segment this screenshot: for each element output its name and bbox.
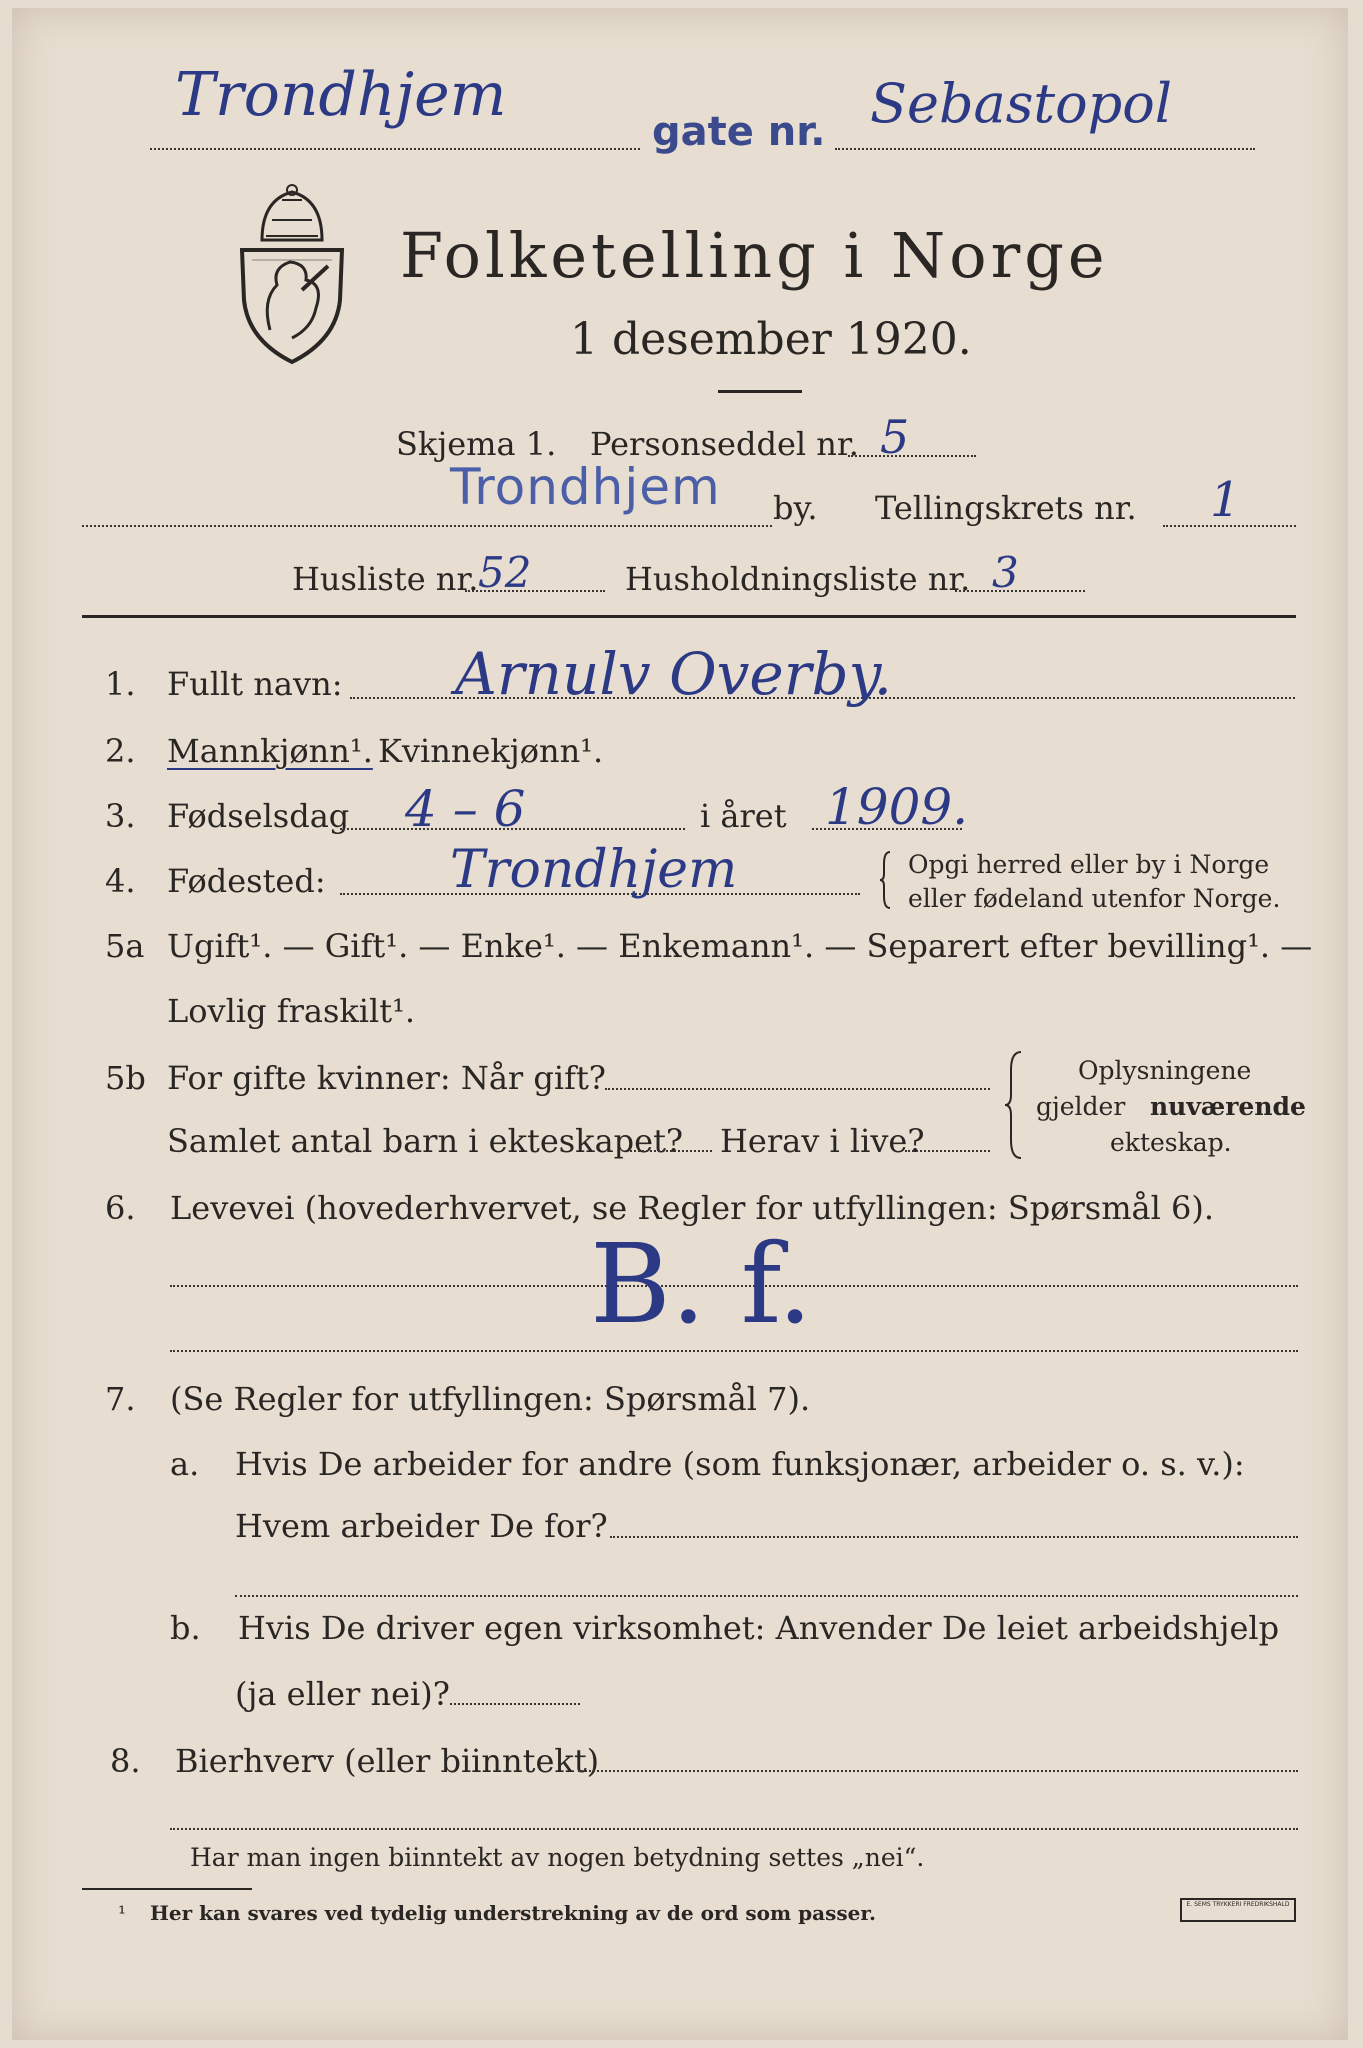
city-dotted-line (82, 525, 772, 527)
q3-birth-year: 1909. (825, 778, 969, 836)
q2-female-option: Kvinnekjønn¹. (378, 732, 604, 770)
q1-number: 1. (105, 665, 136, 703)
q7b-letter: b. (170, 1609, 201, 1647)
q8-number: 8. (110, 1742, 141, 1780)
husholdningsliste-dotted-line (955, 590, 1085, 592)
husliste-value: 52 (478, 548, 532, 597)
q5b-label-alive: Herav i live? (720, 1122, 925, 1160)
q6-dotted-line-2 (170, 1350, 1298, 1352)
skjema-label: Skjema 1. (396, 425, 557, 463)
husliste-label: Husliste nr. (292, 560, 479, 598)
q5b-when-dotted-line (605, 1088, 990, 1090)
husholdningsliste-value: 3 (992, 548, 1019, 597)
q5b-label-children: Samlet antal barn i ekteskapet? (167, 1122, 684, 1160)
q7b-line2: (ja eller nei)? (235, 1675, 450, 1713)
q7-number: 7. (105, 1380, 136, 1418)
personseddel-label: Personseddel nr. (590, 425, 859, 463)
q5b-note-line1: Oplysningene (1078, 1056, 1252, 1085)
q3-birth-day: 4 – 6 (405, 780, 526, 838)
q7b-dotted-line (450, 1703, 580, 1705)
footnote-text-c: av de ord som passer. (635, 1901, 876, 1925)
q8-dotted-line-2 (170, 1828, 1298, 1830)
city-stamp: Trondhjem (450, 458, 721, 516)
q5a-options-line2: Lovlig fraskilt¹. (167, 992, 416, 1030)
handwritten-street: Trondhjem (175, 60, 507, 130)
header-divider (82, 615, 1296, 618)
personseddel-value: 5 (880, 410, 910, 464)
q4-number: 4. (105, 862, 136, 900)
q6-number: 6. (105, 1189, 136, 1227)
q5b-note-line3: ekteskap. (1110, 1128, 1232, 1157)
q4-label: Fødested: (167, 862, 326, 900)
q4-birthplace: Trondhjem (450, 840, 738, 900)
tellingskrets-label: Tellingskrets nr. (875, 489, 1137, 527)
footnote-text-b: tydelig understrekning (370, 1901, 629, 1925)
q3-label: Fødselsdag (167, 797, 350, 835)
q8-note: Har man ingen biinntekt av nogen betydning settes „nei“. (190, 1843, 925, 1872)
q4-note-line1: Opgi herred eller by i Norge (908, 850, 1270, 879)
personseddel-dotted-line (848, 455, 976, 457)
footnote-marker: ¹ (118, 1901, 127, 1925)
title-divider (718, 390, 802, 393)
q3-year-label: i året (700, 797, 787, 835)
q5b-note-line2a: gjelder (1036, 1092, 1126, 1121)
q7b-line1: Hvis De driver egen virksomhet: Anvender De leiet arbeidshjelp (238, 1609, 1280, 1647)
by-label: by. (773, 489, 818, 527)
q1-label: Fullt navn: (167, 665, 343, 703)
census-date: 1 desember 1920. (570, 314, 972, 365)
street-dotted-line (150, 148, 640, 150)
q5b-number: 5b (105, 1059, 146, 1097)
q7a-line1: Hvis De arbeider for andre (som funksjonær, arbeider o. s. v.): (235, 1445, 1245, 1483)
q2-number: 2. (105, 732, 136, 770)
q3-number: 3. (105, 797, 136, 835)
page-title: Folketelling i Norge (400, 219, 1109, 292)
q8-dotted-line-1 (578, 1770, 1298, 1772)
footnote-divider (82, 1888, 252, 1890)
handwritten-gate-nr: Sebastopol (870, 72, 1172, 135)
q6-label: Levevei (hovederhvervet, se Regler for utfyllingen: Spørsmål 6). (170, 1189, 1215, 1227)
husholdningsliste-label: Husholdningsliste nr. (625, 560, 971, 598)
q5b-note-brace-icon (1005, 1050, 1025, 1160)
footnote-text-a: Her kan svares ved (150, 1901, 364, 1925)
gate-dotted-line (835, 148, 1255, 150)
coat-of-arms-icon (232, 180, 352, 365)
tellingskrets-value: 1 (1210, 472, 1241, 528)
q8-label: Bierhverv (eller biinntekt) (175, 1742, 600, 1780)
q5a-options-line1: Ugift¹. — Gift¹. — Enke¹. — Enkemann¹. — Separert efter bevilling¹. — (167, 927, 1313, 965)
gate-label: gate nr. (652, 109, 826, 155)
q7a-dotted-line-1 (610, 1536, 1298, 1538)
q7a-letter: a. (170, 1445, 200, 1483)
q6-occupation-value: B. f. (590, 1220, 813, 1348)
q7a-line2: Hvem arbeider De for? (235, 1507, 608, 1545)
q5b-note-line2b: nuværende (1150, 1092, 1306, 1121)
q5b-children-dotted-line (630, 1150, 712, 1152)
q7-label: (Se Regler for utfyllingen: Spørsmål 7). (170, 1380, 811, 1418)
q4-note-line2: eller fødeland utenfor Norge. (908, 884, 1281, 913)
q2-male-option: Mannkjønn¹. (167, 732, 373, 770)
footnote-text (150, 1903, 876, 1923)
q5b-label-when-married: For gifte kvinner: Når gift? (167, 1059, 606, 1097)
q5b-alive-dotted-line (905, 1150, 990, 1152)
q7a-dotted-line-2 (235, 1595, 1298, 1597)
q1-full-name: Arnulv Overby. (455, 640, 893, 708)
printer-mark: E. SEMS TRYKKERI FREDRIKSHALD (1180, 1898, 1296, 1922)
q4-note-brace-icon (880, 850, 894, 910)
q5a-number: 5a (105, 927, 145, 965)
